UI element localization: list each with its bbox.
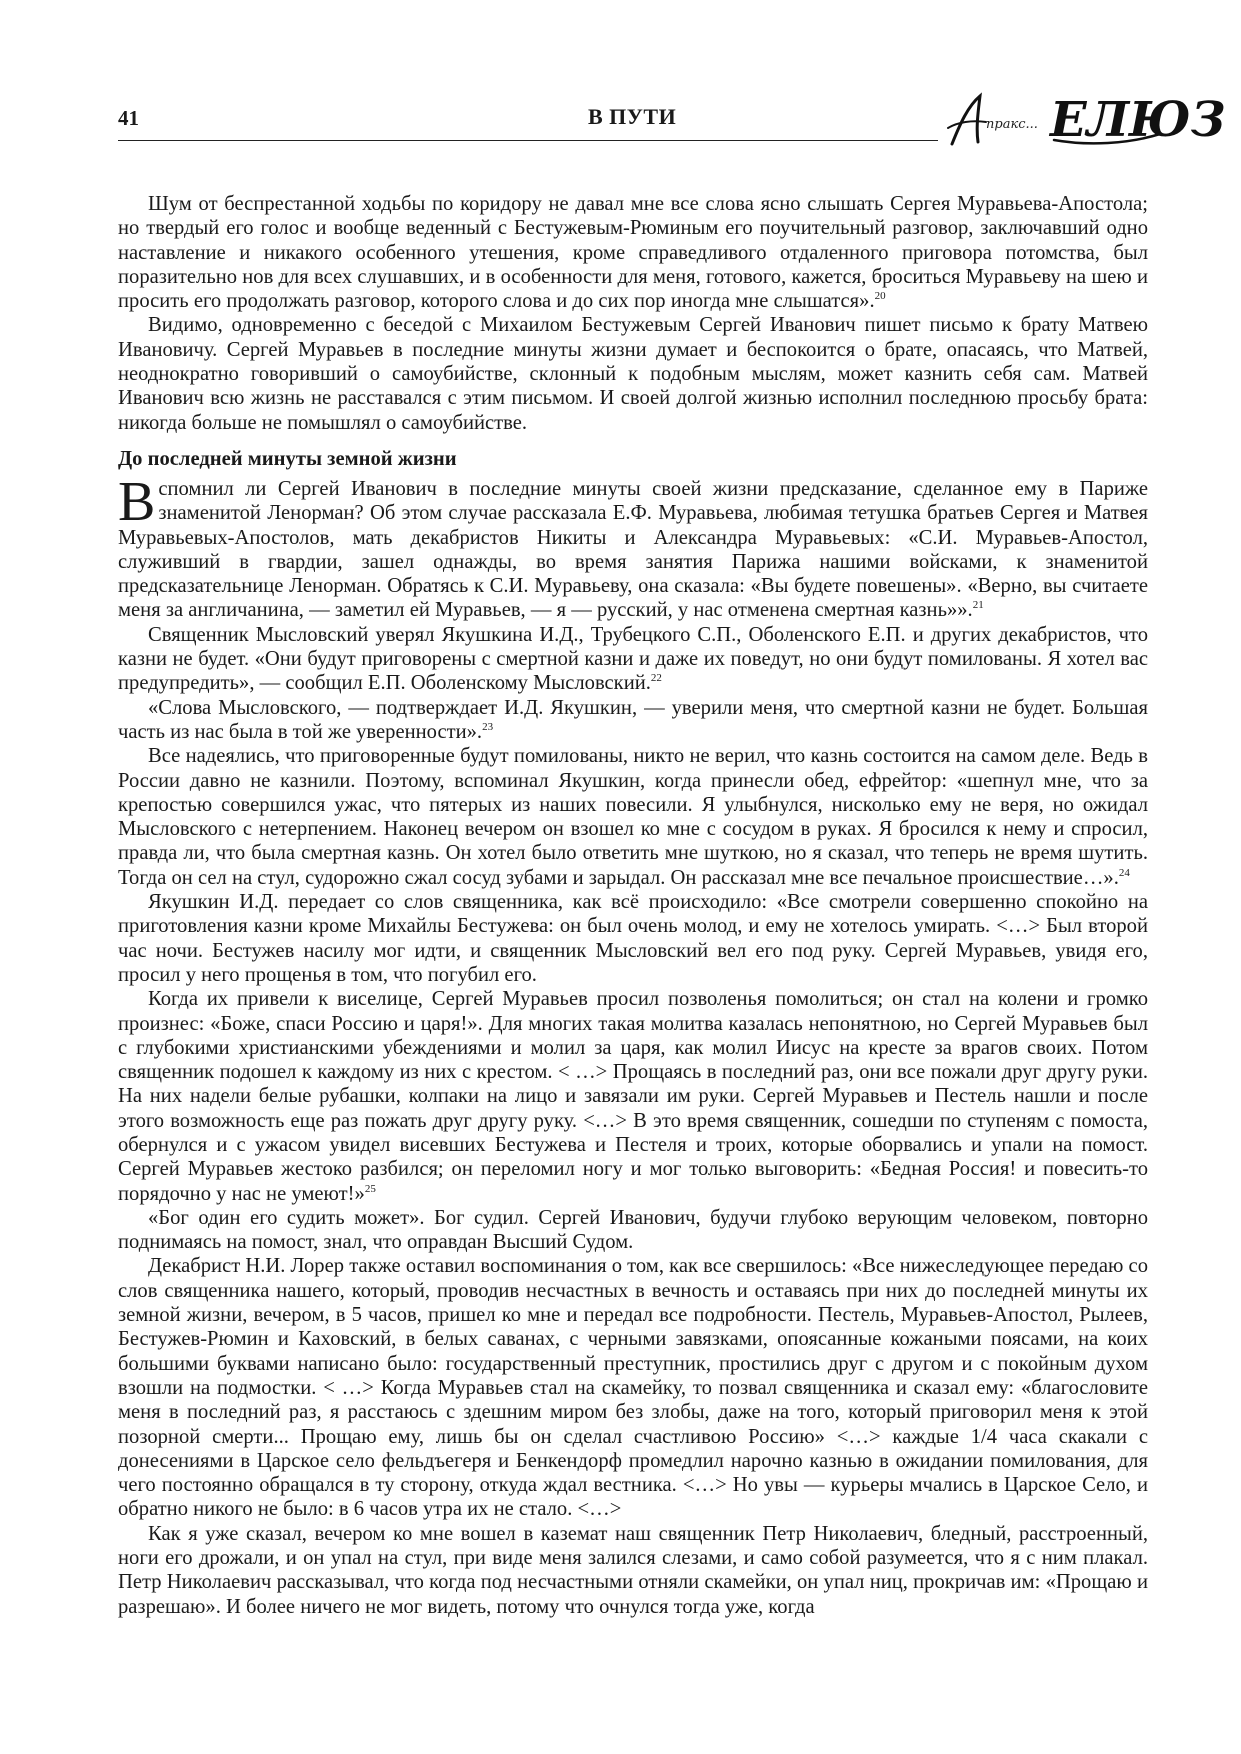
paragraph: Священник Мысловский уверял Якушкина И.Д., Трубецкого С.П., Оболенского Е.П. и других декабристов, что казни не будет. «Они будут приговорены с смертной казни и даже их поведут, но они будут помилованы. Я хотел вас предупредить», — сообщил Е.П. Оболенскому Мысловский.$^{22}$	[118, 623, 1148, 695]
footnote-ref: 24	[1118, 866, 1130, 879]
paragraph: Когда их привели к виселице, Сергей Муравьев просил позволенья помолиться; он стал на колени и громко произнес: «Боже, спаси Россию и царя!». Для многих такая молитва казалась непонятною, но Сергей Муравьев был с глубокими христианскими убеждениями и молил за царя, как молил Иисус на кресте за врагов своих. Потом священник подошел к каждому из них с крестом. < …> Прощаясь в последний раз, они все пожали друг другу руки. На них надели белые рубашки, колпаки на лицо и завязали им руки. Сергей Муравьев и Пестель нашли и после этого возможность еще раз пожать друг другу руку. <…> В это время священник, сошедши по ступеням с помоста, обернулся и с ужасом увидел висевших Бестужева и Пестеля и троих, которые оборвались и упали на помост. Сергей Муравьев жестоко разбился; он переломил ногу и мог только выговорить: «Бедная Россия! и повесить-то порядочно у нас не умеют!»$^{25}$	[118, 988, 1148, 1205]
section-heading: До последней минуты земной жизни	[118, 447, 457, 470]
paragraph: «Слова Мысловского, — подтверждает И.Д. Якушкин, — уверили меня, что смертной казни не будет. Большая часть из нас была в той же уверенности».$^{23}$	[118, 696, 1148, 743]
footnote-ref: 21	[972, 599, 984, 612]
page-header	[118, 92, 1226, 150]
publisher-logo	[938, 84, 1226, 154]
logo-small-text: пракс...	[986, 117, 1038, 132]
paragraph: Видимо, одновременно с беседой с Михаилом Бестужевым Сергей Иванович пишет письмо к брату Матвею Ивановичу. Сергей Муравьев в последние минуты жизни думает и беспокоится о брате, опасаясь, что Матвей, неоднократно говоривший о самоубийстве, склонный к подобным мыслям, может казнить себя сам. Матвей Иванович всю жизнь не расставался с этим письмом. И своей долгой жизнью исполнил последнюю просьбу брата: никогда больше не помышлял о самоубийстве.	[118, 314, 1148, 434]
paragraph: Шум от беспрестанной ходьбы по коридору не давал мне все слова ясно слышать Сергея Муравьева-Апостола; но твердый его голос и вообще веденный с Бестужевым-Рюминым его поучительный разговор, заключавший одно наставление и никакого особенного утешения, кроме справедливого отдаленного приговора потомства, был поразительно нов для всех слушавших, и в особенности для меня, готового, кажется, броситься Муравьеву на шею и просить его продолжать разговор, которого слова и до сих пор иногда мне слышатся».$^{20}$	[118, 193, 1148, 313]
footnote-ref: 20	[874, 290, 886, 303]
paragraph: Декабрист Н.И. Лорер также оставил воспоминания о том, как все свершилось: «Все нижеследующее передаю со слов священника нашего, который, проводив несчастных в вечность и оставаясь при них до последней минуты их земной жизни, вечером, в 5 часов, пришел ко мне и передал все подробности. Пестель, Муравьев-Апостол, Рылеев, Бестужев-Рюмин и Каховский, в белых саванах, с черными завязками, опоясанные кожаными поясами, на коих большими буквами написано было: государственный преступник, простились друг с другом и с покойным духом взошли на подмостки. < …> Когда Муравьев стал на скамейку, то позвал священника и сказал ему: «благословите меня в последний раз, я расстаюсь с здешним миром без злобы, даже на того, который приговорил меня к этой позорной смерти... Прощаю ему, лишь бы он сделал счастливою Россию» <…> каждые 1/4 часа скакали с донесениями в Царское село фельдъегеря и Бенкендорф промедлил нарочно казнью в ожидании помилования, для чего постоянно обращался в ту сторону, откуда ждал вестника. <…> Но увы — курьеры мчались в Царское Село, и обратно никого не было: в 6 часов утра их не стало. <…>	[118, 1255, 1148, 1521]
header-rule	[118, 140, 938, 141]
paragraph: «Бог один его судить может». Бог судил. Сергей Иванович, будучи глубоко верующим человеком, повторно поднимаясь на помост, знал, что оправдан Высший Судом.	[118, 1206, 1148, 1254]
page-number: 41	[118, 106, 139, 130]
paragraph: Как я уже сказал, вечером ко мне вошел в каземат наш священник Петр Николаевич, бледный, расстроенный, ноги его дрожали, и он упал на стул, при виде меня залился слезами, и само собой разумеется, что я с ним плакал. Петр Николаевич рассказывал, что когда под несчастными отняли скамейки, он упал ниц, прокричав им: «Прощаю и разрешаю». И более ничего не мог видеть, потому что очнулся тогда уже, когда	[118, 1522, 1148, 1618]
footnote-ref: 23	[482, 721, 494, 734]
paragraph: Вспомнил ли Сергей Иванович в последние минуты своей жизни предсказание, сделанное ему в Париже знаменитой Ленорман? Об этом случае рассказала Е.Ф. Муравьева, любимая тетушка братьев Сергея и Матвея Муравьевых-Апостолов, мать декабристов Никиты и Александра Муравьевых: «С.И. Муравьев-Апостол, служивший в гвардии, зашел однажды, во время занятия Парижа нашими войсками, к знаменитой предсказательнице Ленорман. Обратясь к С.И. Муравьеву, она сказала: «Вы будете повешены». «Верно, вы считаете меня за англичанина, — заметил ей Муравьев, — я — русский, у нас отменена смертная казнь»».$^{21}$	[118, 470, 1148, 622]
running-title: В ПУТИ	[588, 104, 677, 129]
footnote-ref: 22	[650, 672, 662, 685]
footnote-ref: 25	[364, 1182, 376, 1195]
article-body	[118, 192, 1148, 1619]
paragraph: Якушкин И.Д. передает со слов священника, как всё происходило: «Все смотрели совершенно спокойно на приготовления казни кроме Михайлы Бестужева: он был очень молод, и ему не хотелось умирать. <…> Был второй час ночи. Бестужев насилу мог идти, и священник Мысловский вел его под руку. Сергей Муравьев, увидя его, просил у него прощенья в том, что погубил его.	[118, 891, 1148, 986]
logo-big-text: ЕЛЮЗ	[1050, 92, 1226, 148]
paragraph: Все надеялись, что приговоренные будут помилованы, никто не верил, что казнь состоится на самом деле. Ведь в России давно не казнили. Поэтому, вспоминал Якушкин, когда принесли обед, ефрейтор: «шепнул мне, что за крепостью совершился ужас, что пятерых из наших повесили. Я улыбнулся, нисколько ему не веря, но ожидал Мысловского с нетерпением. Наконец вечером он взошел ко мне с сосудом в руках. Я бросился к нему и спросил, правда ли, что была смертная казнь. Он хотел было ответить мне шуткою, но я сказал, что теперь не время шутить. Тогда он сел на стул, судорожно сжал сосуд зубами и зарыдал. Он рассказал мне все печальное происшествие…».$^{24}$	[118, 745, 1148, 889]
drop-cap: В	[118, 470, 156, 533]
